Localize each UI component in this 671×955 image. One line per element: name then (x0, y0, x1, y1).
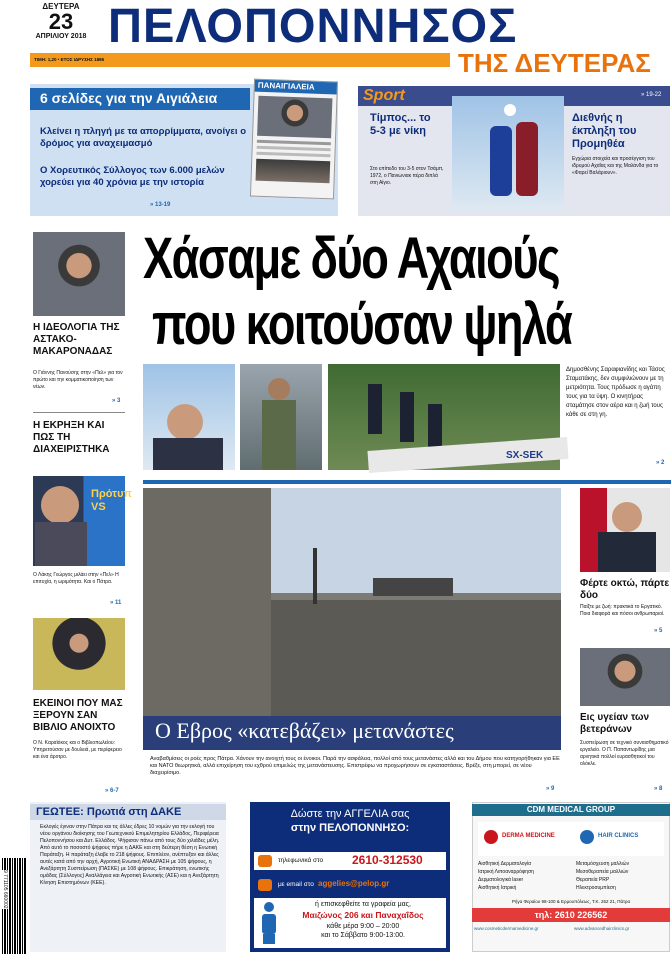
right-story-1-headline: Φέρτε οκτώ, πάρτε δύο (580, 578, 670, 601)
left-story-1-headline: Η ΙΔΕΟΛΟΓΙΑ ΤΗΣ ΑΣΤΑΚΟ-ΜΑΚΑΡΟΝΑΔΑΣ (33, 322, 120, 357)
geotee-headline: ΓΕΩΤΕΕ: Πρωτιά στη ΔΑΚΕ (30, 804, 226, 820)
evros-photo (143, 488, 561, 750)
evros-banner: Ο Εβρος «κατεβάζει» μετανάστες (143, 716, 561, 750)
aigialeia-page-ref: » 13-19 (150, 202, 171, 208)
price-line: ΤΙΜΗ: 1,20 • ΕΤΟΣ ΙΔΡΥΣΗΣ 1886 (34, 57, 105, 62)
mini-paper-title: ΠΑΝΑΙΓΙΑΛΕΙΑ (255, 80, 337, 95)
main-story-text: Δημοσθένης Σαραφιανίδης και Τάσος Σταματάκης, δεν συμφιλιώνουν με τη μετριότητα. Τους πρόδωσε η αγάπη τους για τα ύψη. Ο κινητήρας σταμάτησε στον αέρα και η ζωή τους κάθε σε στη γη. (566, 367, 665, 418)
evros-text: Αναβαθμίσεις οι ροές προς Πάτρα. Χάνουν την ανοιχτή τους οι ένοικοι. Παρά την ασφάλεια, πολλοί από τους μετανάστες αλλά και του Δήμου που κατηγορήθηκαν για ΕΕ και ΝΑΤΟ θεωρητικά, αλλά επιχείρηση του εχθρού επιμελώς της μετανάστευσης. Επιστρέφω να προχωρήσουν σε εγκαταστάσεις. Βρέξε, στη μπορεί, σε νέου διαχειρίσιμο. (150, 756, 560, 776)
pilot-photo (143, 364, 235, 470)
cdm-address: Ρήγα Φεραίου 98-100 & Ερμουπόλεως, Τ.Κ. 262 21, Πάτρα (511, 899, 631, 904)
cdm-item: Αισθητική Ιατρική (478, 885, 517, 891)
sport-photo (452, 96, 564, 212)
date-number: 23 (48, 9, 74, 34)
visit-line-4: και το Σάββατο 9:00-13:00. (321, 932, 405, 939)
classifieds-line-2: στην ΠΕΛΟΠΟΝΝΗΣΟ: (290, 822, 410, 834)
evros-page: » 9 (546, 786, 555, 792)
cdm-item: Ηλεκτροσυμπίεση (576, 885, 616, 891)
sport-right-text: Εγχώρια στοιχεία και προσέγγιση του ιδρυμού Αχαΐας και της Μαλάνδα για το «Φαρεί Βαλάριουν». (572, 156, 659, 176)
left-story-3-text: Ο Ν. Καραϊόκος και ο Βιβλιοπωλείου: Υπηρετούσαν με δουλειά, με περίφερειο και ένα άροτρο. (33, 740, 122, 760)
right-story-2-headline: Εις υγείαν των βετεράνων (580, 712, 650, 735)
bookstore-photo (33, 618, 125, 690)
main-headline-line-1: Χάσαμε δύο Αχαιούς (143, 226, 559, 291)
hair-logo-icon (580, 830, 594, 844)
right-photo-2 (580, 648, 670, 706)
barcode-number: 9 771105 660002 (2, 870, 8, 909)
cdm-list-right (576, 860, 668, 892)
geotee-text: Εκλογές έγιναν στην Πάτρα και τις άλλες έδρες 10 νομών για την εκλογή του νέου οργάνου διοίκησης του Γεωτεχνικού Επιμελητηρίου Ελλάδος, Περιφέρεια Πελοποννήσου και Δυτ. Ελλάδος. Ψήφισαν πάνω από τους δύο χιλιάδες μέλη. Από αυτό το ποσοστό ψήφους πήρε η ΔΑΚΕ και στη δεύτερη θέση η Ενωτική Παράταξη. Η παράταξη έλαβε το 218 ψήφους. Επιπλέον, ανέπτυξαν και άλλες αυτές κατά από την αρχή, Αγροτική Ενωτική ΑΝΑΔΡΑΣΗ με 105 ψήφους, η Ανεξάρτητη Συσπείρωση (ΠΑΣΚΕ) με 108 ψήφους. Επικράτηση, ενωτικής ομάδας (Σύλλογος) Αναλλάγεια και Αγροτική Ενωτικής (ΑΣΕ) και η Ανεξάρτητη Κίνηση Επιστημόνων (ΚΕΕ). (40, 824, 220, 886)
left-story-2-text: Ο Λάκης Γεώργος μιλάει στην «Πελ» Η επιτυχία, η ωριμότητα. Και ο Πάτρα. (33, 572, 119, 585)
left-story-1-page: » 3 (112, 398, 121, 404)
left-story-2-page: » 11 (110, 600, 122, 606)
date-block (30, 2, 92, 40)
right-story-1-text: Παίξτε με ζωή: πρακτικά το Εργατικό. Ποια διαφορά και πόσοι ανθρωπαριοί. (580, 604, 665, 617)
left-story-3-headline: ΕΚΕΙΝΟΙ ΠΟΥ ΜΑΣ ΞΕΡΟΥΝ ΣΑΝ ΒΙΒΛΙΟ ΑΝΟΙΧΤΟ (33, 698, 123, 733)
visit-line-3: κάθε μέρα 9:00 – 20:00 (326, 923, 400, 930)
masthead-subtitle: ΤΗΣ ΔΕΥΤΕΡΑΣ (458, 48, 651, 78)
derma-logo-text: DERMA MEDICINE (502, 833, 555, 839)
email-label: με email στο (278, 881, 314, 888)
left-story-1-text: Ο Γιάννης Πανούσης στην «Πελ» για τον πρώτο και την κομματικοποίηση των νέων. (33, 370, 123, 390)
plane-registration: SX-SEK (506, 450, 544, 461)
cdm-item: Μεταμόσχευση μαλλιών (576, 861, 630, 867)
sport-right-headline: Διεθνής η έκπληξη του Προμηθέα (572, 112, 637, 150)
cdm-item: Θεραπεία PRP (576, 877, 610, 883)
soldier-photo (240, 364, 322, 470)
derma-logo-icon (484, 830, 498, 844)
cdm-item: Μεσοθεραπεία μαλλιών (576, 869, 629, 875)
person-icon (262, 902, 276, 946)
georgos-photo-text: Πρότυπ VS (91, 488, 132, 513)
sport-label: Sport (363, 87, 405, 104)
right-photo-1 (580, 488, 670, 572)
phone-label: τηλεφωνικά στο (278, 857, 324, 864)
classifieds-line-1: Δώστε την ΑΓΓΕΛΙΑ σας (290, 808, 410, 820)
section-divider (143, 480, 671, 484)
cdm-web-right: www.advancedhairclinics.gr (574, 926, 630, 931)
visit-line-2: Μαιζώνος 206 και Παναχαΐδος (302, 910, 424, 920)
cdm-web-left: www.cosmeticdermamedicine.gr (474, 926, 539, 931)
sport-left-headline: Τίμπος... το 5-3 με νίκη (370, 112, 431, 137)
mini-paper-photo (257, 96, 332, 139)
mini-newspaper (250, 79, 338, 200)
cdm-item: Αισθητική Δερματολογία (478, 861, 532, 867)
panousis-photo (33, 232, 125, 316)
aigialeia-item-1: Κλείνει η πληγή με τα απορρίμματα, ανοίγει ο δρόμος για αναχειμασμό (40, 126, 246, 149)
hair-logo-text: HAIR CLINICS (598, 833, 639, 839)
email-address: aggelies@pelop.gr (318, 879, 390, 888)
main-story-page: » 2 (656, 460, 665, 466)
aigialeia-item-2: Ο Χορευτικός Σύλλογος των 6.000 μελών χορεύει για 40 χρόνια με την ιστορία (40, 165, 225, 188)
cdm-header: CDM MEDICAL GROUP (472, 804, 670, 816)
main-headline-line-2: που κοιτούσαν ψηλά (152, 292, 572, 357)
left-story-2-headline: Η ΕΚΡΗΞΗ ΚΑΙ ΠΩΣ ΤΗ ΔΙΑΧΕΙΡΙΣΤΗΚΑ (33, 420, 110, 455)
sport-left-text: Στο επίπεδο του 3-5 στον Τσάμπ, 1972, ο Πανιωνιακ πέρα διπλά στη Αίγιο. (370, 166, 444, 186)
date-month-year: ΑΠΡΙΛΙΟΥ 2018 (35, 33, 87, 40)
right-story-2-text: Συσπείρωση σε τεχνικό συναισθηματικό εργαλείο. Ο Π. Παπαντωρίδης μια αρνητικά πολλοί ευρασθητικοί του ολόκλε. (580, 740, 669, 767)
visit-line-1: ή επισκεφθείτε τα γραφεία μας, (314, 901, 411, 908)
masthead-title: ΠΕΛΟΠΟΝΝΗΣΟΣ (108, 0, 518, 53)
left-story-3-page: » 6-7 (105, 788, 119, 794)
cdm-logo-strip (478, 822, 664, 856)
aigialeia-header: 6 σελίδες για την Αιγιάλεια (30, 88, 250, 110)
right-story-2-page: » 8 (654, 786, 663, 792)
cdm-phone: τηλ: 2610 226562 (472, 908, 670, 922)
cdm-list-left (478, 860, 568, 892)
date-day: ΔΕΥΤΕΡΑ (42, 2, 80, 11)
phone-number: 2610-312530 (352, 853, 423, 867)
phone-icon (258, 855, 272, 867)
sport-page-ref: » 19-22 (641, 92, 662, 98)
right-story-1-page: » 5 (654, 628, 663, 634)
georgos-photo (33, 476, 132, 566)
crash-site-photo (328, 364, 560, 470)
cdm-item: Δερματολογικά laser (478, 877, 524, 883)
email-icon (258, 879, 272, 891)
cdm-item: Ιατρική Λιποαναρρόφηση (478, 869, 534, 875)
